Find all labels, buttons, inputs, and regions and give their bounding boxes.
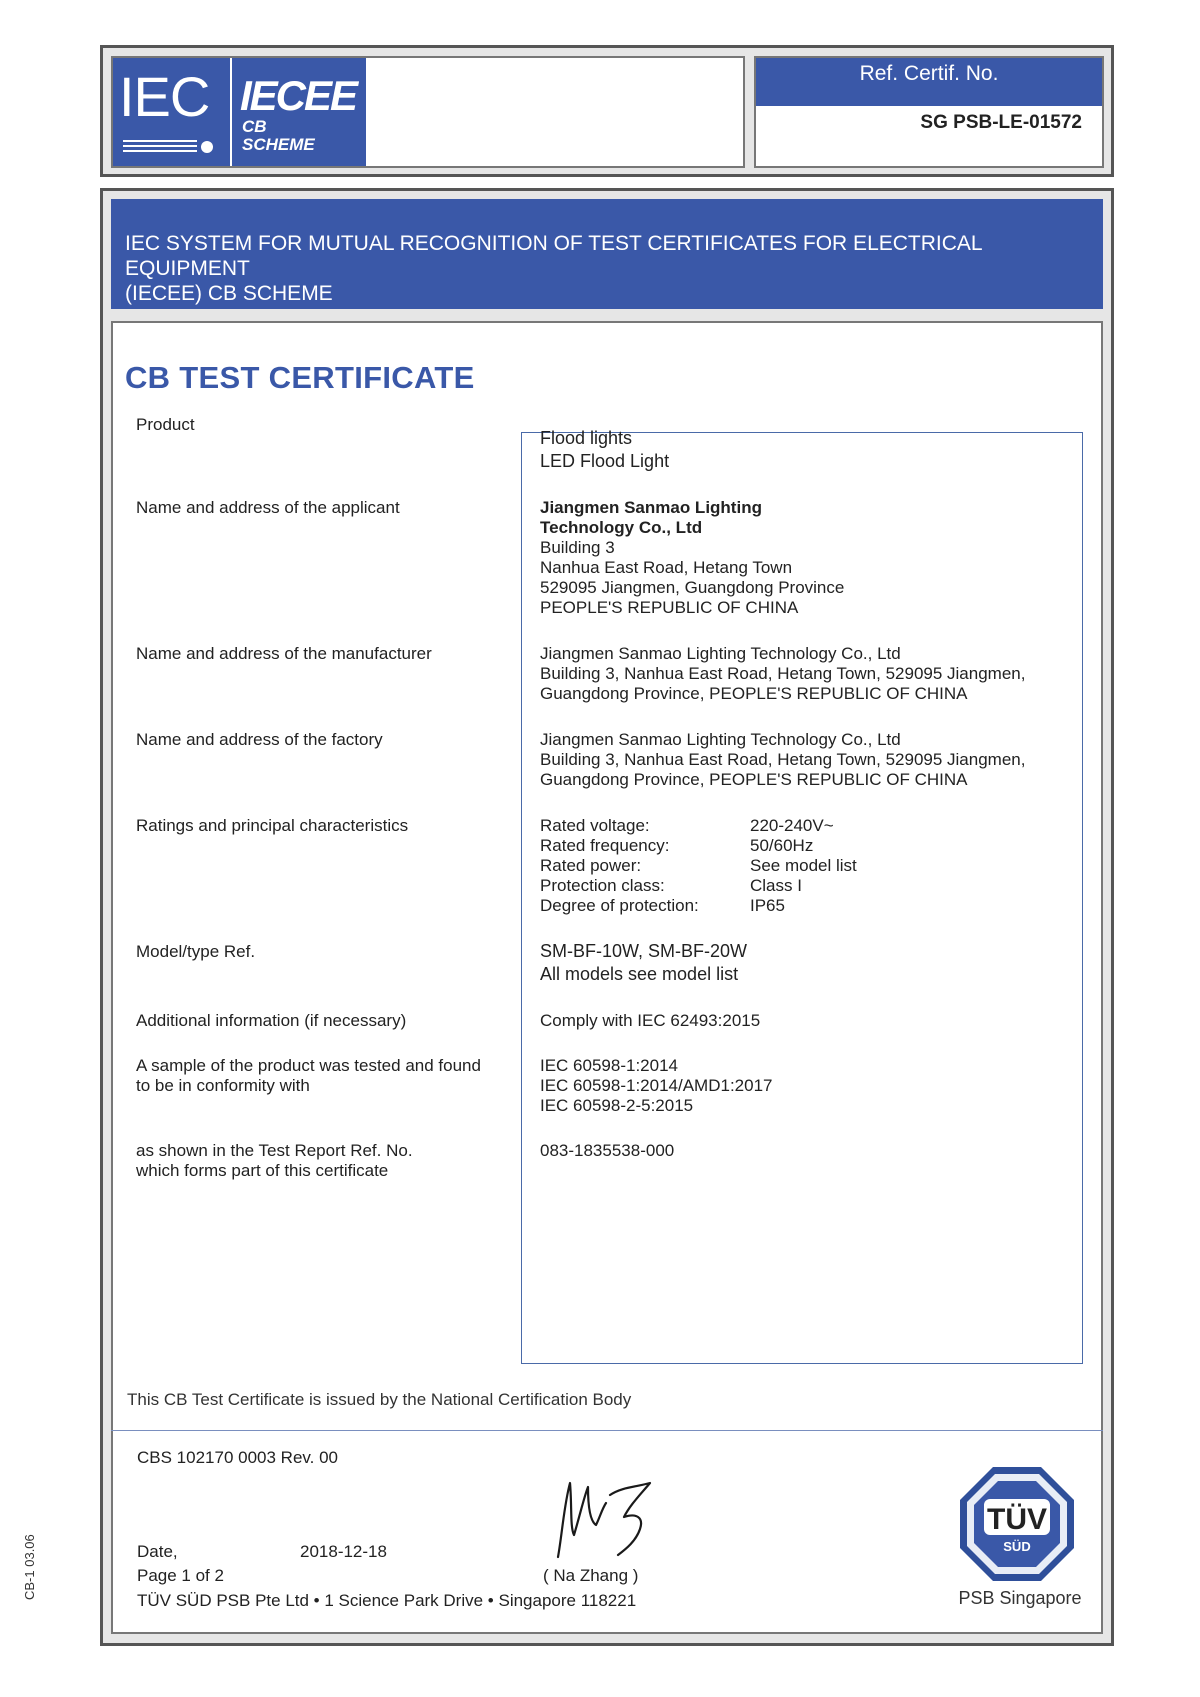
ref-certif-label: Ref. Certif. No. [756, 58, 1102, 106]
model-value-2: All models see model list [540, 964, 739, 984]
additional-info-value: Comply with IEC 62493:2015 [540, 1011, 761, 1030]
product-value-1: Flood lights [540, 428, 633, 448]
rated-power-value: See model list [750, 856, 857, 875]
footer-divider [111, 1430, 1103, 1431]
applicant-address-2: Nanhua East Road, Hetang Town [540, 558, 793, 577]
svg-text:SÜD: SÜD [1003, 1539, 1031, 1554]
degree-protection-key: Degree of protection: [540, 896, 699, 915]
issuer-address: TÜV SÜD PSB Pte Ltd • 1 Science Park Drive • Singapore 118221 [137, 1591, 637, 1610]
tuv-caption: PSB Singapore [958, 1588, 1082, 1608]
applicant-label: Name and address of the applicant [136, 498, 400, 517]
standard-2: IEC 60598-1:2014/AMD1:2017 [540, 1076, 773, 1095]
conformity-label-2: to be in conformity with [136, 1076, 310, 1095]
applicant-address-3: 529095 Jiangmen, Guangdong Province [540, 578, 845, 597]
standard-1: IEC 60598-1:2014 [540, 1056, 678, 1075]
iec-logo-bars-icon [123, 140, 213, 154]
rated-voltage-value: 220-240V~ [750, 816, 834, 835]
conformity-label-1: A sample of the product was tested and found [136, 1056, 481, 1075]
applicant-name-1: Jiangmen Sanmao Lighting [540, 498, 762, 517]
manufacturer-line-3: Guangdong Province, PEOPLE'S REPUBLIC OF CHINA [540, 684, 968, 703]
manufacturer-line-2: Building 3, Nanhua East Road, Hetang Town, 529095 Jiangmen, [540, 664, 1026, 683]
additional-info-label: Additional information (if necessary) [136, 1011, 407, 1030]
model-value-1: SM-BF-10W, SM-BF-20W [540, 941, 748, 961]
factory-label: Name and address of the factory [136, 730, 383, 749]
rated-frequency-key: Rated frequency: [540, 836, 670, 855]
applicant-name-2: Technology Co., Ltd [540, 518, 703, 537]
date-value: 2018-12-18 [300, 1542, 387, 1561]
protection-class-key: Protection class: [540, 876, 665, 895]
standard-3: IEC 60598-2-5:2015 [540, 1096, 694, 1115]
manufacturer-label: Name and address of the manufacturer [136, 644, 432, 663]
signature-icon [540, 1465, 690, 1565]
report-label-2: which forms part of this certificate [136, 1161, 389, 1180]
certificate-title: CB TEST CERTIFICATE [125, 360, 475, 395]
factory-line-1: Jiangmen Sanmao Lighting Technology Co., Ltd [540, 730, 901, 749]
factory-line-2: Building 3, Nanhua East Road, Hetang Town, 529095 Jiangmen, [540, 750, 1026, 769]
product-label: Product [136, 415, 195, 434]
signer-name: ( Na Zhang ) [543, 1566, 639, 1585]
form-code: CB-1 03.06 [22, 1534, 37, 1600]
report-label-1: as shown in the Test Report Ref. No. [136, 1141, 413, 1160]
date-label: Date, [137, 1542, 178, 1561]
rated-frequency-value: 50/60Hz [750, 836, 814, 855]
manufacturer-line-1: Jiangmen Sanmao Lighting Technology Co., Ltd [540, 644, 901, 663]
ref-certif-number: SG PSB-LE-01572 [920, 112, 1082, 133]
svg-text:TÜV: TÜV [987, 1503, 1047, 1536]
ratings-label: Ratings and principal characteristics [136, 816, 409, 835]
applicant-address-4: PEOPLE'S REPUBLIC OF CHINA [540, 598, 799, 617]
factory-line-3: Guangdong Province, PEOPLE'S REPUBLIC OF CHINA [540, 770, 968, 789]
product-value-2: LED Flood Light [540, 451, 670, 471]
iec-logo: IEC [113, 58, 230, 166]
protection-class-value: Class I [750, 876, 802, 895]
report-number: 083-1835538-000 [540, 1141, 675, 1160]
scheme-banner: IEC SYSTEM FOR MUTUAL RECOGNITION OF TEST CERTIFICATES FOR ELECTRICAL EQUIPMENT (IECEE) CB SCHEME [111, 199, 1103, 309]
applicant-address-1: Building 3 [540, 538, 615, 557]
iecee-cb-scheme-logo: IECEE CB SCHEME [232, 58, 366, 166]
issued-by-statement: This CB Test Certificate is issued by the National Certification Body [127, 1390, 632, 1409]
cbs-reference: CBS 102170 0003 Rev. 00 [137, 1448, 338, 1467]
rated-voltage-key: Rated voltage: [540, 816, 650, 835]
degree-protection-value: IP65 [750, 896, 785, 915]
page-indicator: Page 1 of 2 [137, 1566, 224, 1585]
tuv-sud-logo-icon [958, 1465, 1076, 1583]
model-label: Model/type Ref. [136, 942, 256, 961]
rated-power-key: Rated power: [540, 856, 642, 875]
